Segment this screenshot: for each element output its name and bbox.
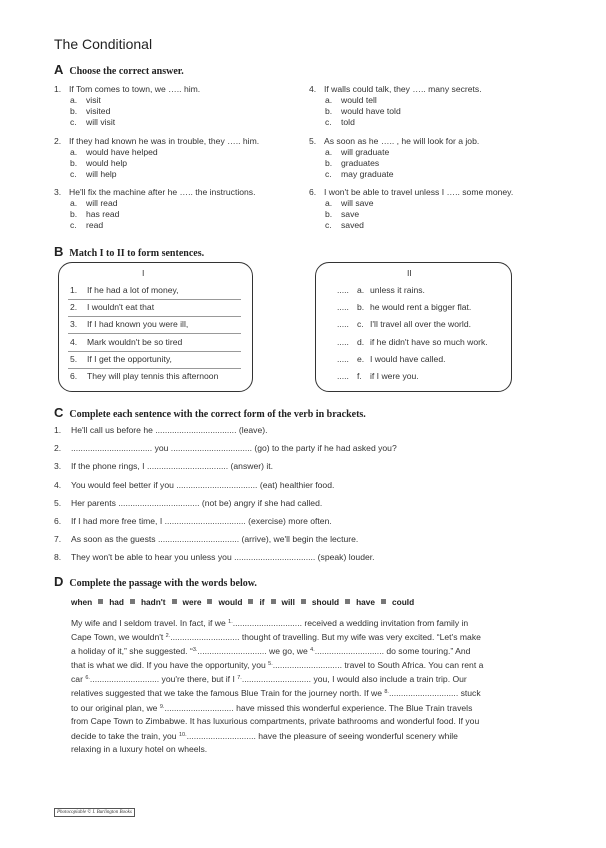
answer-option [70, 209, 119, 220]
option-letter: c. [70, 220, 77, 231]
gap-number: 5. [268, 661, 273, 668]
passage-line [71, 671, 571, 685]
answer-option [325, 220, 364, 231]
match-col-i-head: I [142, 268, 145, 278]
option-letter: c. [70, 117, 77, 128]
question-item [54, 84, 304, 130]
passage-line [71, 643, 571, 657]
option-text: would have told [341, 106, 401, 117]
answer-option [70, 158, 127, 169]
option-letter: c. [325, 117, 332, 128]
option-text: will graduate [341, 147, 390, 158]
option-text: will save [341, 198, 374, 209]
sentence-item [54, 461, 273, 471]
option-letter: c. [325, 169, 332, 180]
answer-blank: ..... [337, 371, 349, 381]
passage-text: ............................. have the pleasure of seeing wonderful scenery while [186, 730, 458, 741]
sentence-number: 5. [54, 497, 62, 508]
question-stem: I won't be able to travel unless I ….. some money. [324, 187, 514, 197]
match-letter: d. [357, 336, 365, 347]
passage-text: a holiday of it,” she suggested. “ [71, 646, 193, 657]
match-text: if I were you. [370, 371, 419, 381]
answer-option [325, 117, 355, 128]
sentence-number: 2. [54, 443, 62, 454]
separator-square-icon [207, 599, 212, 604]
passage-text: car [71, 674, 86, 685]
gap-number: 10. [178, 731, 187, 738]
section-letter: D [54, 574, 64, 589]
passage-text: ............................. we go, we [197, 646, 311, 657]
passage-line [71, 742, 571, 756]
gap-number: 4. [310, 647, 315, 654]
match-item-i [70, 319, 188, 329]
sentence-number: 1. [54, 425, 62, 435]
section-letter: B [54, 244, 64, 259]
section-a-heading [54, 62, 184, 77]
passage-text: My wife and I seldom travel. In fact, if we [71, 618, 229, 628]
option-letter: b. [325, 106, 333, 117]
match-item-i [70, 337, 182, 347]
answer-option [325, 147, 389, 158]
match-letter: c. [357, 319, 364, 330]
option-letter: b. [325, 158, 333, 169]
option-text: graduates [341, 158, 380, 169]
option-letter: a. [70, 198, 78, 209]
question-number: 1. [54, 84, 62, 94]
answer-option [70, 147, 158, 158]
answer-option [70, 198, 118, 209]
section-instruction: Complete the passage with the words below. [69, 578, 257, 589]
question-item [309, 187, 559, 233]
match-number: 4. [70, 336, 78, 347]
match-item-i [70, 285, 179, 295]
row-divider [68, 333, 241, 334]
gap-number: 6. [85, 675, 90, 682]
option-letter: a. [325, 147, 333, 158]
passage-text: ............................. do some touring.” And [314, 646, 471, 657]
question-number: 2. [54, 136, 62, 146]
sentence-item [54, 534, 358, 544]
section-letter: C [54, 405, 64, 420]
option-text: save [341, 209, 360, 220]
match-text: If I had known you were ill, [87, 319, 189, 330]
passage-text: ............................. you, I would also include a train trip. Our [241, 674, 467, 685]
match-item-i [70, 302, 154, 312]
section-instruction: Match I to II to form sentences. [69, 248, 205, 259]
match-number: 6. [70, 371, 78, 381]
match-number: 2. [70, 302, 78, 313]
passage-text: ............................. have missed this wonderful experience. The Blue Train travels [164, 702, 473, 713]
match-text: If he had a lot of money, [87, 285, 179, 295]
match-number: 3. [70, 319, 78, 330]
word-bank-word: have [356, 597, 376, 607]
option-text: would tell [341, 95, 377, 106]
passage-line [71, 700, 571, 714]
gap-number: 7. [237, 675, 242, 682]
option-text: will read [86, 198, 118, 209]
question-number: 4. [309, 84, 317, 94]
sentence-text: .................................. you .................................. (go) to the party if he had asked you? [71, 443, 397, 454]
passage-text: ............................. stuck [388, 688, 481, 699]
separator-square-icon [345, 599, 350, 604]
answer-option [325, 158, 379, 169]
match-letter: a. [357, 285, 365, 295]
word-bank-word: if [259, 597, 265, 607]
sentence-item [54, 516, 332, 526]
answer-blank: ..... [337, 353, 349, 364]
passage-line [71, 714, 571, 728]
answer-option [70, 117, 115, 128]
sentence-number: 4. [54, 479, 62, 490]
sentence-text: If I had more free time, I .................................. (exercise) more often. [71, 516, 332, 526]
row-divider [68, 316, 241, 317]
option-text: will help [86, 169, 117, 180]
question-item [309, 84, 559, 130]
match-letter: b. [357, 302, 365, 313]
match-item-ii [337, 371, 419, 381]
word-bank-word: when [71, 597, 93, 607]
match-item-ii [337, 285, 425, 295]
match-text: I'll travel all over the world. [370, 319, 471, 330]
answer-option [325, 95, 377, 106]
option-letter: b. [70, 158, 78, 169]
match-letter: f. [357, 371, 362, 381]
section-d-heading [54, 574, 257, 589]
sentence-number: 3. [54, 461, 62, 472]
gap-number: 9. [159, 703, 165, 710]
match-text: if he didn't have so much work. [370, 336, 488, 347]
passage-line [71, 657, 571, 671]
option-text: may graduate [341, 169, 394, 180]
match-number: 5. [70, 353, 78, 364]
passage-text: ............................. you're there, but if I [89, 674, 238, 685]
match-item-i [70, 371, 218, 381]
question-stem: If walls could talk, they ….. many secrets. [324, 84, 482, 94]
sentence-text: He'll call us before he .................................. (leave). [71, 425, 268, 435]
option-text: read [86, 220, 104, 231]
sentence-text: As soon as the guests .................................. (arrive), we'll begin the lecture. [71, 534, 359, 545]
row-divider [68, 368, 241, 369]
sentence-item [54, 425, 268, 435]
match-text: I would have called. [370, 353, 446, 364]
answer-blank: ..... [337, 319, 349, 330]
row-divider [68, 351, 241, 352]
sentence-item [54, 498, 322, 508]
passage-text: Cape Town, we wouldn't [71, 632, 166, 643]
answer-option [70, 169, 117, 180]
match-text: unless it rains. [370, 285, 425, 295]
section-c-heading [54, 405, 366, 420]
copyright-footer: Photocopiable © I. Burlington Books [54, 808, 135, 817]
passage-text: decide to take the train, you [71, 730, 179, 741]
answer-blank: ..... [337, 336, 349, 347]
sentence-text: If the phone rings, I .................................. (answer) it. [71, 461, 274, 472]
separator-square-icon [381, 599, 386, 604]
section-b-heading [54, 244, 204, 259]
passage-line [71, 615, 571, 629]
sentence-text: They won't be able to hear you unless you .................................. (speak) louder. [71, 552, 375, 563]
separator-square-icon [248, 599, 253, 604]
word-bank-word: will [281, 597, 295, 607]
question-number: 5. [309, 136, 317, 146]
passage-line [71, 629, 571, 643]
passage-line [71, 685, 571, 699]
option-letter: b. [325, 209, 333, 220]
separator-square-icon [301, 599, 306, 604]
passage-text: relaxing in a luxury hotel on wheels. [71, 743, 208, 754]
sentence-item [54, 552, 375, 562]
option-letter: c. [70, 169, 77, 180]
gap-number: 8. [384, 689, 389, 696]
word-bank-word: hadn't [140, 597, 166, 607]
question-stem: If Tom comes to town, we ….. him. [69, 84, 201, 94]
separator-square-icon [98, 599, 103, 604]
question-number: 6. [309, 187, 317, 197]
match-text: he would rent a bigger flat. [370, 302, 472, 313]
answer-option [325, 106, 401, 117]
section-instruction: Choose the correct answer. [69, 66, 184, 77]
passage [71, 615, 571, 756]
separator-square-icon [172, 599, 177, 604]
sentence-item [54, 443, 397, 453]
sentence-text: You would feel better if you .................................. (eat) healthier food. [71, 479, 335, 490]
separator-square-icon [271, 599, 276, 604]
answer-option [70, 220, 103, 231]
answer-blank: ..... [337, 302, 349, 313]
option-text: saved [341, 220, 364, 231]
word-bank-word: would [218, 597, 243, 607]
option-letter: a. [70, 147, 78, 158]
sentence-text: Her parents .................................. (not be) angry if she had called. [71, 497, 323, 508]
question-stem: If they had known he was in trouble, they ….. him. [69, 136, 260, 146]
passage-text: relatives suggested that we take the famous Blue Train for the journey north. If we [71, 688, 385, 699]
question-item [54, 187, 304, 233]
question-item [309, 136, 559, 182]
match-text: They will play tennis this afternoon [87, 371, 219, 381]
match-item-ii [337, 354, 445, 364]
option-text: told [341, 117, 355, 128]
separator-square-icon [130, 599, 135, 604]
option-letter: a. [70, 95, 78, 106]
option-text: would help [86, 158, 128, 169]
option-text: has read [86, 209, 120, 220]
section-letter: A [54, 62, 64, 77]
match-item-ii [337, 302, 471, 312]
passage-text: from Cape Town to Zimbabwe. It has luxurious compartments, private bathrooms and wonderful food. If you [71, 715, 480, 726]
sentence-number: 7. [54, 534, 62, 545]
match-text: If I get the opportunity, [87, 353, 172, 364]
word-bank-word: should [311, 597, 340, 607]
page-title: The Conditional [54, 36, 153, 52]
question-stem: As soon as he ….. , he will look for a job. [324, 136, 480, 146]
gap-number: 3. [192, 647, 198, 654]
option-letter: a. [325, 198, 333, 209]
passage-text: ............................. thought of travelling. But my wife was very excited. “Let's make [170, 632, 481, 643]
sentence-item [54, 480, 334, 490]
passage-text: ............................. received a wedding invitation from family in [232, 618, 469, 628]
answer-option [325, 198, 373, 209]
option-letter: b. [70, 209, 78, 220]
word-bank-word: could [392, 597, 415, 607]
question-item [54, 136, 304, 182]
gap-number: 1. [228, 619, 233, 625]
row-divider [68, 299, 241, 300]
answer-blank: ..... [337, 285, 349, 295]
passage-line [71, 728, 571, 742]
question-stem: He'll fix the machine after he ….. the instructions. [69, 187, 256, 197]
match-number: 1. [70, 285, 78, 295]
option-text: visit [86, 95, 101, 106]
match-text: Mark wouldn't be so tired [87, 336, 183, 347]
option-text: would have helped [86, 147, 158, 158]
match-col-ii-head: II [407, 268, 412, 278]
answer-option [70, 95, 101, 106]
word-bank-word: had [109, 597, 124, 607]
word-bank [71, 597, 414, 607]
passage-text: to our original plan, we [71, 702, 160, 713]
option-letter: a. [325, 95, 333, 106]
word-bank-word: were [182, 597, 202, 607]
match-item-ii [337, 319, 471, 329]
option-letter: c. [325, 220, 332, 231]
match-letter: e. [357, 353, 365, 364]
section-instruction: Complete each sentence with the correct form of the verb in brackets. [69, 409, 366, 420]
option-text: will visit [86, 117, 116, 128]
answer-option [325, 169, 394, 180]
passage-text: that is what we did. If you have the opportunity, you [71, 660, 269, 671]
option-letter: b. [70, 106, 78, 117]
gap-number: 2. [165, 633, 171, 640]
answer-option [70, 106, 110, 117]
question-number: 3. [54, 187, 62, 197]
sentence-number: 8. [54, 552, 62, 563]
answer-option [325, 209, 359, 220]
passage-text: ............................. travel to South Africa. You can rent a [272, 660, 484, 671]
match-item-i [70, 354, 172, 364]
sentence-number: 6. [54, 516, 62, 526]
match-item-ii [337, 337, 488, 347]
match-text: I wouldn't eat that [87, 302, 155, 313]
option-text: visited [86, 106, 111, 117]
